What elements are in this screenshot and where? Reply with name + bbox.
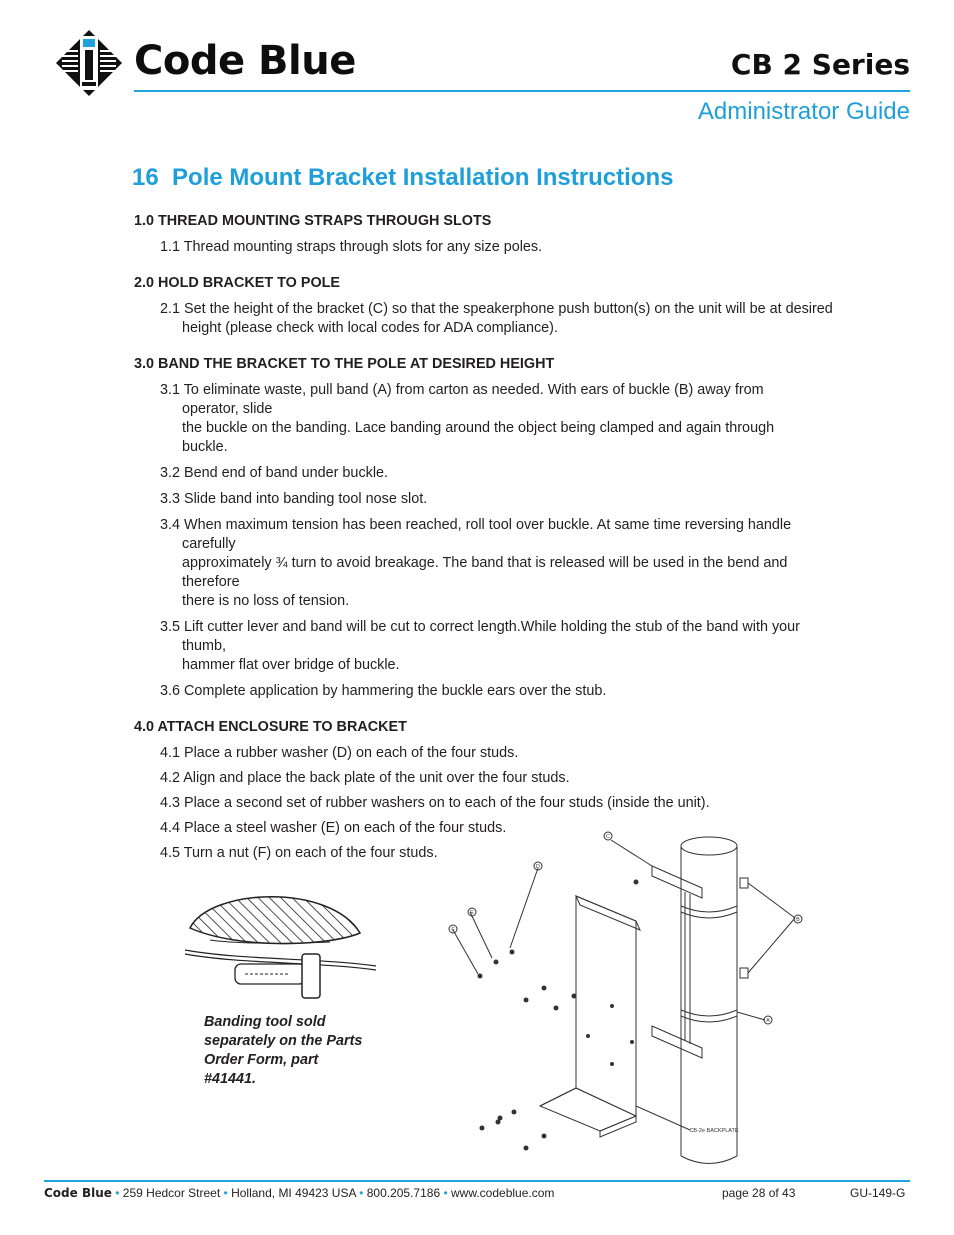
step-item: 2.1 Set the height of the bracket (C) so that the speakerphone push button(s) on the unit will be at desired height (please check with local codes for ADA compliance). [160, 301, 833, 336]
label-a: A [766, 1018, 770, 1024]
instructions [134, 212, 834, 863]
step-item: 3.3 Slide band into banding tool nose slot. [160, 491, 428, 507]
step-item: 4.1 Place a rubber washer (D) on each of the four studs. [160, 745, 519, 761]
section-title [132, 164, 673, 192]
step-item: 4.4 Place a steel washer (E) on each of the four studs. [160, 820, 507, 836]
header-rule [134, 90, 910, 92]
section-number: 16 [132, 164, 159, 191]
step-heading: 1.0 THREAD MOUNTING STRAPS THROUGH SLOTS [134, 213, 492, 229]
step-item: 3.5 Lift cutter lever and band will be cut to correct length.While holding the stub of the band with your thumb, hammer flat over bridge of buckle. [160, 619, 800, 673]
banding-tool-caption: Banding tool sold separately on the Parts Order Form, part #41441. [204, 1014, 363, 1087]
label-c: C [606, 834, 610, 840]
label-e: E [470, 910, 474, 916]
label-f: F [451, 927, 455, 933]
document-id: GU-149-G [850, 1186, 906, 1200]
step-item: 3.4 When maximum tension has been reached, roll tool over buckle. At same time reversing handle carefully approximately ¾ turn to avoid breakage. The band that is released will be used in the bend and therefore there is no loss of tension. [160, 517, 792, 609]
step-heading: 2.0 HOLD BRACKET TO POLE [134, 275, 341, 291]
step-item: 4.5 Turn a nut (F) on each of the four studs. [160, 845, 438, 861]
pole-mount-diagram [440, 826, 810, 1171]
code-blue-logo-icon [56, 30, 122, 96]
footer-rule [44, 1180, 910, 1182]
footer-website[interactable]: www.codeblue.com [451, 1186, 555, 1200]
label-b: B [796, 917, 800, 923]
brand-logo-text: Code Blue [134, 38, 356, 84]
guide-subtitle: Administrator Guide [697, 98, 910, 125]
step-item: 3.2 Bend end of band under buckle. [160, 465, 389, 481]
step-item: 3.6 Complete application by hammering the buckle ears over the stub. [160, 683, 607, 699]
banding-tool-illustration [180, 888, 380, 1003]
series-title: CB 2 Series [730, 48, 910, 81]
section-title-text: Pole Mount Bracket Installation Instructions [172, 164, 674, 191]
page-number: page 28 of 43 [722, 1186, 796, 1200]
label-d: D [536, 864, 540, 870]
step-heading: 3.0 BAND THE BRACKET TO THE POLE AT DESIRED HEIGHT [134, 356, 555, 372]
label-backplate: CB-2e BACKPLATE [689, 1128, 739, 1134]
step-item: 3.1 To eliminate waste, pull band (A) from carton as needed. With ears of buckle (B) away from operator, slide the buckle on the banding. Lace banding around the object being clamped and again through buckle. [160, 382, 775, 455]
footer-address: Code Blue • 259 Hedcor Street • Holland, MI 49423 USA • 800.205.7186 • www.codeblue.com [44, 1186, 555, 1200]
step-heading: 4.0 ATTACH ENCLOSURE TO BRACKET [134, 719, 407, 735]
step-item: 4.3 Place a second set of rubber washers on to each of the four studs (inside the unit). [160, 795, 710, 811]
step-item: 4.2 Align and place the back plate of the unit over the four studs. [160, 770, 570, 786]
footer-brand: Code Blue [44, 1186, 112, 1200]
step-item: 1.1 Thread mounting straps through slots for any size poles. [160, 239, 543, 255]
